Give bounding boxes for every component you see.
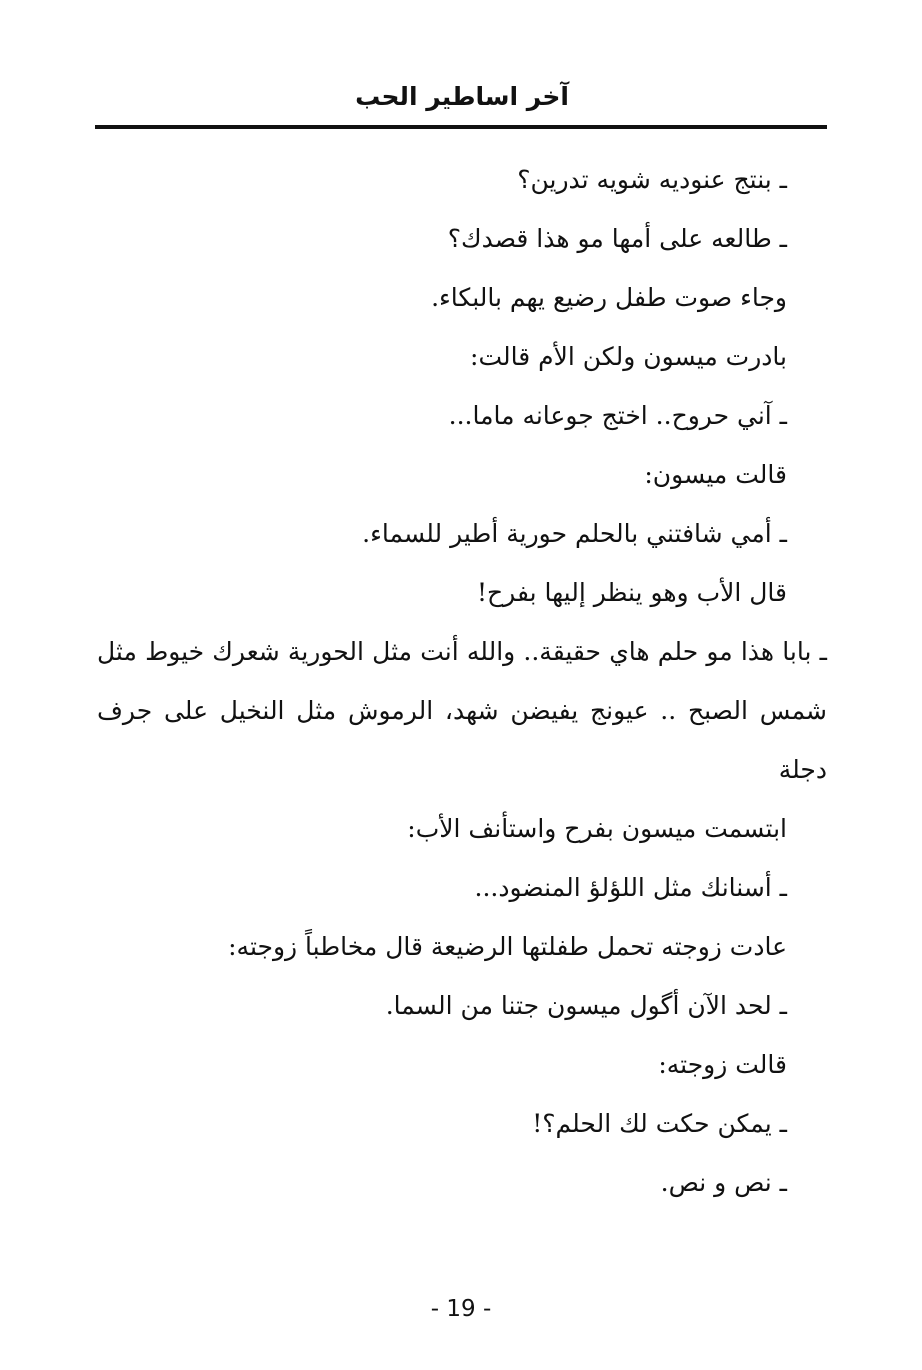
text-line: بادرت ميسون ولكن الأم قالت:	[470, 342, 787, 371]
text-line: ابتسمت ميسون بفرح واستأنف الأب:	[407, 814, 787, 843]
page-number: - 19 -	[430, 1296, 492, 1322]
header-rule	[95, 125, 827, 129]
text-line: ـ يمكن حكت لك الحلم؟!	[532, 1109, 787, 1138]
text-line: ـ بنتج عنوديه شويه تدرين؟	[517, 165, 787, 194]
text-line: ـ طالعه على أمها مو هذا قصدك؟	[447, 224, 787, 253]
running-header: آخر اساطير الحب	[355, 82, 569, 111]
text-line: قالت ميسون:	[644, 460, 787, 489]
text-line: وجاء صوت طفل رضيع يهم بالبكاء.	[431, 283, 787, 312]
text-line: ـ أسنانك مثل اللؤلؤ المنضود...	[474, 873, 787, 902]
text-line: قال الأب وهو ينظر إليها بفرح!	[476, 578, 787, 607]
text-line: ـ نص و نص.	[660, 1168, 787, 1197]
text-line: ـ لحد الآن أگول ميسون جتنا من السما.	[385, 991, 787, 1020]
text-line: قالت زوجته:	[658, 1050, 787, 1079]
text-paragraph: ـ بابا هذا مو حلم هاي حقيقة.. والله أنت مثل الحورية شعرك خيوط مثل شمس الصبح .. عيونج يفيضن شهد، الرموش مثل النخيل على جرف دجلة	[97, 637, 827, 784]
text-line: عادت زوجته تحمل طفلتها الرضيعة قال مخاطباً زوجته:	[228, 932, 787, 961]
page-body	[97, 150, 827, 1212]
text-line: ـ آني حروح.. اختج جوعانه ماما...	[448, 401, 787, 430]
text-line: ـ أمي شافتني بالحلم حورية أطير للسماء.	[362, 519, 787, 548]
